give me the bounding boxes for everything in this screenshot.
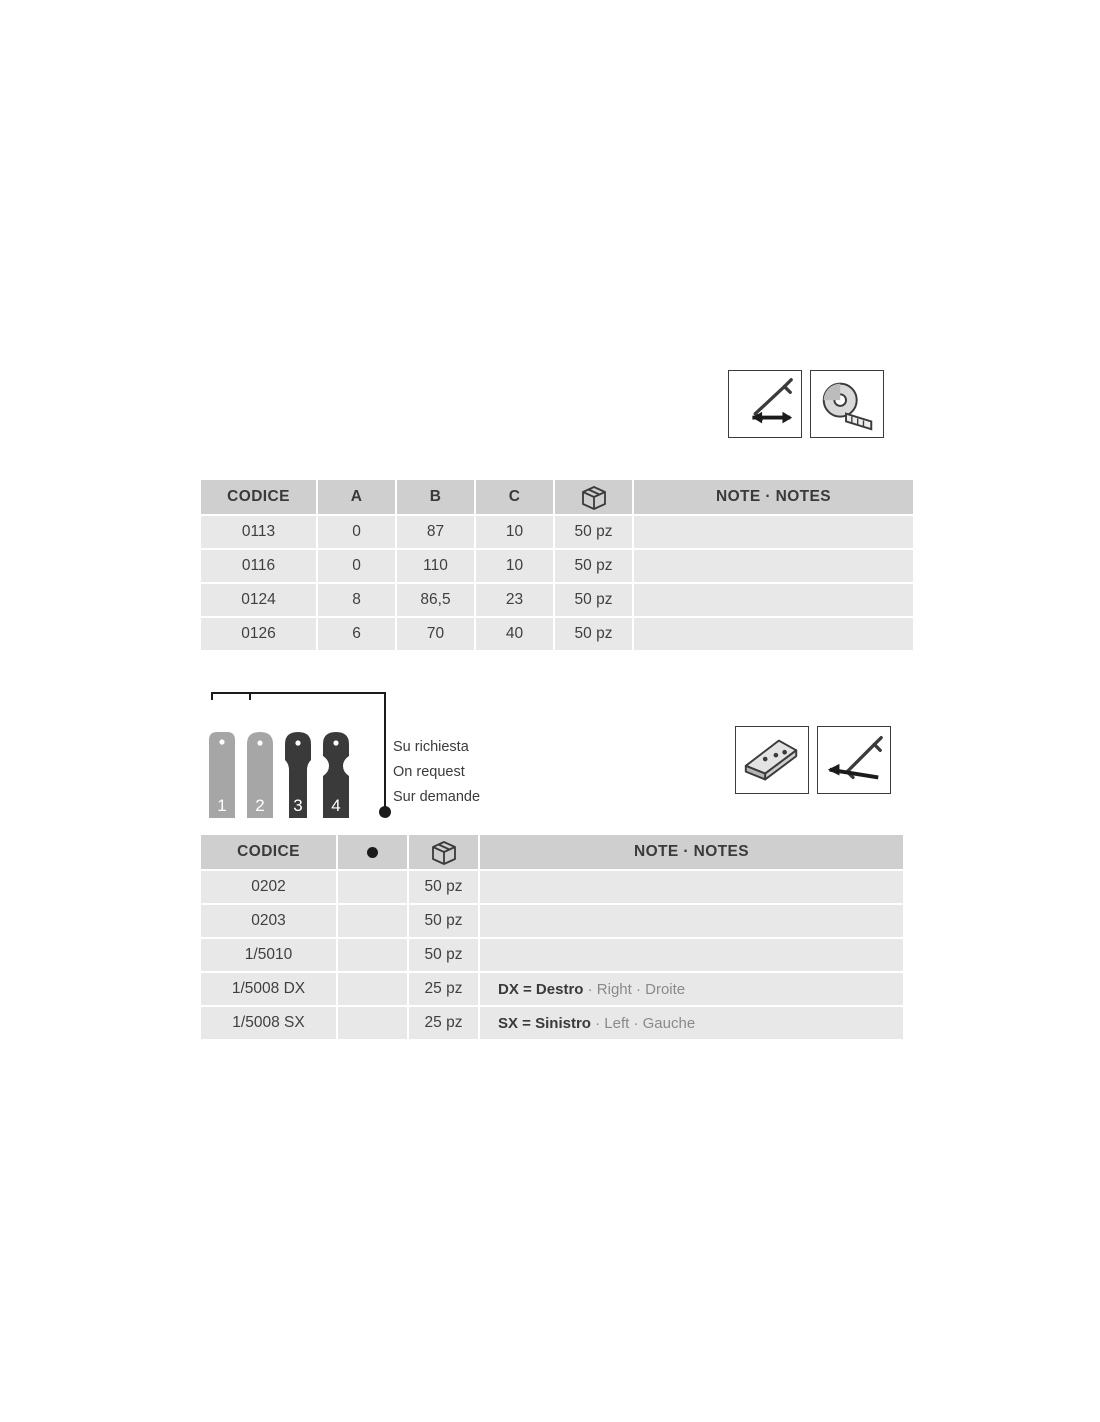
tag-variant-1 <box>205 730 239 820</box>
tape-measure-icon <box>810 370 884 438</box>
cell-pack: 50 pz <box>555 550 632 582</box>
cell-a: 6 <box>318 618 395 650</box>
cell-notes <box>634 516 913 548</box>
table-row <box>201 939 903 971</box>
tag-label: 1 <box>217 796 227 815</box>
cell-code: 1/5008 SX <box>201 1007 336 1039</box>
cell-notes <box>480 871 903 903</box>
cell-c: 23 <box>476 584 553 616</box>
cell-code: 0124 <box>201 584 316 616</box>
table-row <box>201 905 903 937</box>
cell-code: 0113 <box>201 516 316 548</box>
note-light: · Left · Gauche <box>590 1014 696 1032</box>
plate-holes-icon <box>735 726 809 794</box>
cell-c: 10 <box>476 516 553 548</box>
table-row <box>201 516 913 548</box>
on-request-legend <box>393 735 480 810</box>
cell-pack: 50 pz <box>409 871 478 903</box>
tag-label: 4 <box>331 796 341 815</box>
products-table-1 <box>199 478 915 652</box>
cell-b: 110 <box>397 550 474 582</box>
cell-code: 0116 <box>201 550 316 582</box>
tag-variant-4 <box>319 730 353 820</box>
table-row <box>201 618 913 650</box>
cell-pack: 25 pz <box>409 973 478 1005</box>
icon-badge-row-top <box>728 370 884 438</box>
cell-pack: 50 pz <box>409 905 478 937</box>
cell-pack: 25 pz <box>409 1007 478 1039</box>
column-header-c: C <box>476 480 553 514</box>
column-header-b: B <box>397 480 474 514</box>
tag-label: 2 <box>255 796 265 815</box>
column-header-code: CODICE <box>201 835 336 869</box>
icon-badge-row-mid <box>735 726 891 794</box>
products-table-2 <box>199 833 905 1041</box>
cell-pack: 50 pz <box>409 939 478 971</box>
cell-pack: 50 pz <box>555 584 632 616</box>
cell-notes <box>634 550 913 582</box>
cell-dot <box>338 1007 407 1039</box>
column-header-a: A <box>318 480 395 514</box>
cell-pack: 50 pz <box>555 618 632 650</box>
on-request-it: Su richiesta <box>393 739 469 755</box>
tag-variant-3 <box>281 730 315 820</box>
table-row <box>201 550 913 582</box>
note-light: · Right · Droite <box>583 980 686 998</box>
table-row <box>201 584 913 616</box>
cell-a: 8 <box>318 584 395 616</box>
column-header-notes: NOTE · NOTES <box>634 480 913 514</box>
cell-notes <box>480 973 903 1005</box>
cell-code: 1/5010 <box>201 939 336 971</box>
cell-a: 0 <box>318 550 395 582</box>
package-box-icon <box>409 835 478 869</box>
table-row <box>201 973 903 1005</box>
cell-notes <box>480 905 903 937</box>
table-row <box>201 1007 903 1039</box>
black-dot-icon <box>338 835 407 869</box>
cell-notes <box>634 584 913 616</box>
cell-c: 40 <box>476 618 553 650</box>
table-row <box>201 871 903 903</box>
table-header-row <box>201 480 913 514</box>
cell-dot <box>338 939 407 971</box>
cell-code: 0126 <box>201 618 316 650</box>
cell-pack: 50 pz <box>555 516 632 548</box>
cell-a: 0 <box>318 516 395 548</box>
cell-code: 1/5008 DX <box>201 973 336 1005</box>
cell-code: 0202 <box>201 871 336 903</box>
package-box-icon <box>555 480 632 514</box>
table-header-row <box>201 835 903 869</box>
cell-notes <box>480 939 903 971</box>
cell-c: 10 <box>476 550 553 582</box>
cell-b: 70 <box>397 618 474 650</box>
tag-variant-2 <box>243 730 277 820</box>
cell-dot <box>338 905 407 937</box>
column-header-code: CODICE <box>201 480 316 514</box>
on-request-en: On request <box>393 764 465 780</box>
note-strong: DX = Destro <box>498 980 584 998</box>
allen-key-width-arrow-icon <box>728 370 802 438</box>
column-header-notes: NOTE · NOTES <box>480 835 903 869</box>
tag-label: 3 <box>293 796 303 815</box>
cell-notes <box>634 618 913 650</box>
cell-notes <box>480 1007 903 1039</box>
cell-b: 87 <box>397 516 474 548</box>
cell-code: 0203 <box>201 905 336 937</box>
cell-dot <box>338 871 407 903</box>
note-strong: SX = Sinistro <box>498 1014 591 1032</box>
on-request-fr: Sur demande <box>393 789 481 805</box>
cell-dot <box>338 973 407 1005</box>
allen-key-left-arrow-icon <box>817 726 891 794</box>
cell-b: 86,5 <box>397 584 474 616</box>
